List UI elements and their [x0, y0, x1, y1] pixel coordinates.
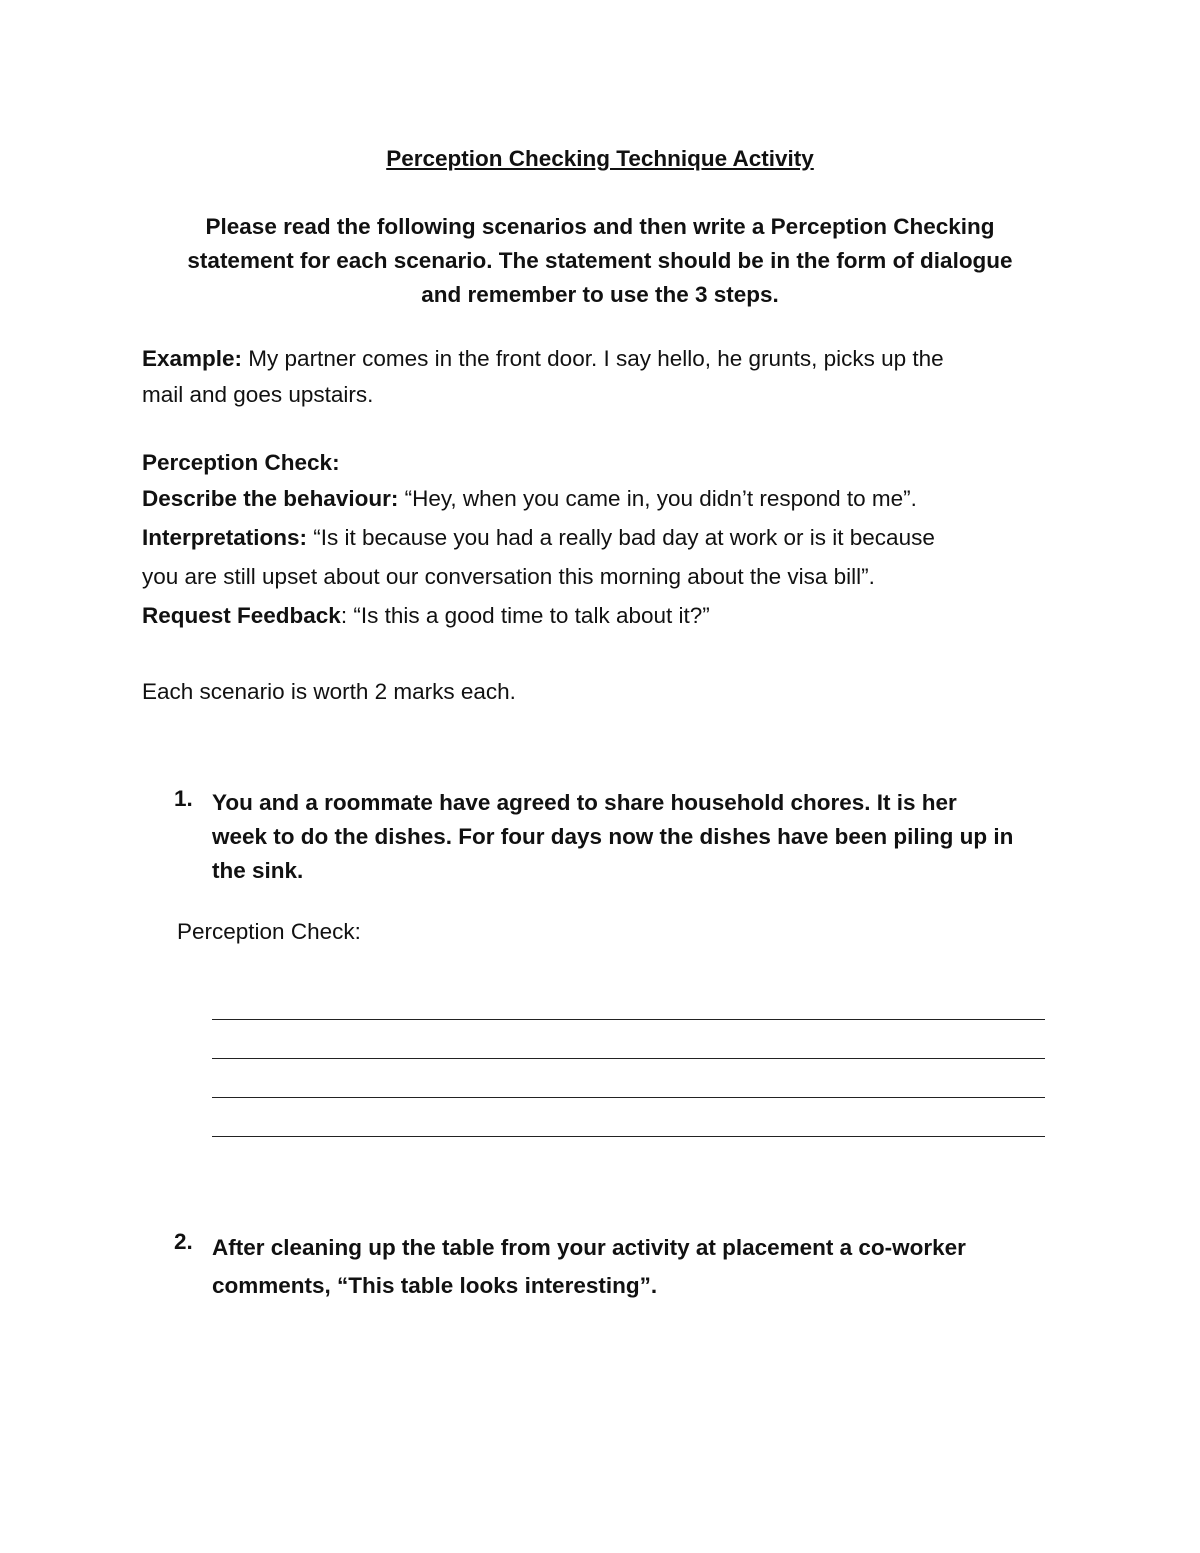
interpretations-text: “Is it because you had a really bad day at work or is it because [307, 525, 935, 550]
request-feedback-line [142, 603, 710, 629]
example-line-1 [142, 346, 944, 372]
marks-note: Each scenario is worth 2 marks each. [142, 679, 516, 704]
instructions-line: and remember to use the 3 steps. [421, 282, 779, 307]
interpretations-line-1 [142, 525, 935, 551]
scenario-line: After cleaning up the table from your activity at placement a co-worker [212, 1235, 966, 1260]
instructions [0, 210, 1200, 312]
scenario-2-number: 2. [174, 1229, 193, 1254]
scenario-1-number: 1. [174, 786, 193, 811]
example-line-2: mail and goes upstairs. [142, 382, 374, 407]
scenario-1-answer-label: Perception Check: [177, 919, 361, 944]
scenario-line: comments, “This table looks interesting”. [212, 1273, 658, 1298]
page-title: Perception Checking Technique Activity [386, 146, 814, 171]
scenario-line: You and a roommate have agreed to share household chores. It is her [212, 790, 957, 815]
describe-behaviour-text: “Hey, when you came in, you didn’t respond to me”. [398, 486, 917, 511]
answer-line[interactable] [212, 1097, 1045, 1098]
scenario-line: the sink. [212, 858, 304, 883]
scenario-line: week to do the dishes. For four days now the dishes have been piling up in [212, 824, 1014, 849]
describe-behaviour-label: Describe the behaviour: [142, 486, 399, 511]
example-label: Example: [142, 346, 243, 371]
answer-line[interactable] [212, 1136, 1045, 1137]
example-text: My partner comes in the front door. I say hello, he grunts, picks up the [242, 346, 944, 371]
scenario-2-text [212, 1229, 1082, 1305]
describe-behaviour-line [142, 486, 917, 512]
perception-check-heading: Perception Check: [142, 450, 340, 475]
request-feedback-text: : “Is this a good time to talk about it?” [340, 603, 710, 628]
answer-line[interactable] [212, 1058, 1045, 1059]
request-feedback-label: Request Feedback [142, 603, 341, 628]
instructions-line: Please read the following scenarios and then write a Perception Checking [205, 214, 995, 239]
instructions-line: statement for each scenario. The statement should be in the form of dialogue [187, 248, 1013, 273]
answer-line[interactable] [212, 1019, 1045, 1020]
interpretations-label: Interpretations: [142, 525, 308, 550]
interpretations-line-2: you are still upset about our conversation this morning about the visa bill”. [142, 564, 875, 589]
scenario-1-text [212, 786, 1082, 888]
